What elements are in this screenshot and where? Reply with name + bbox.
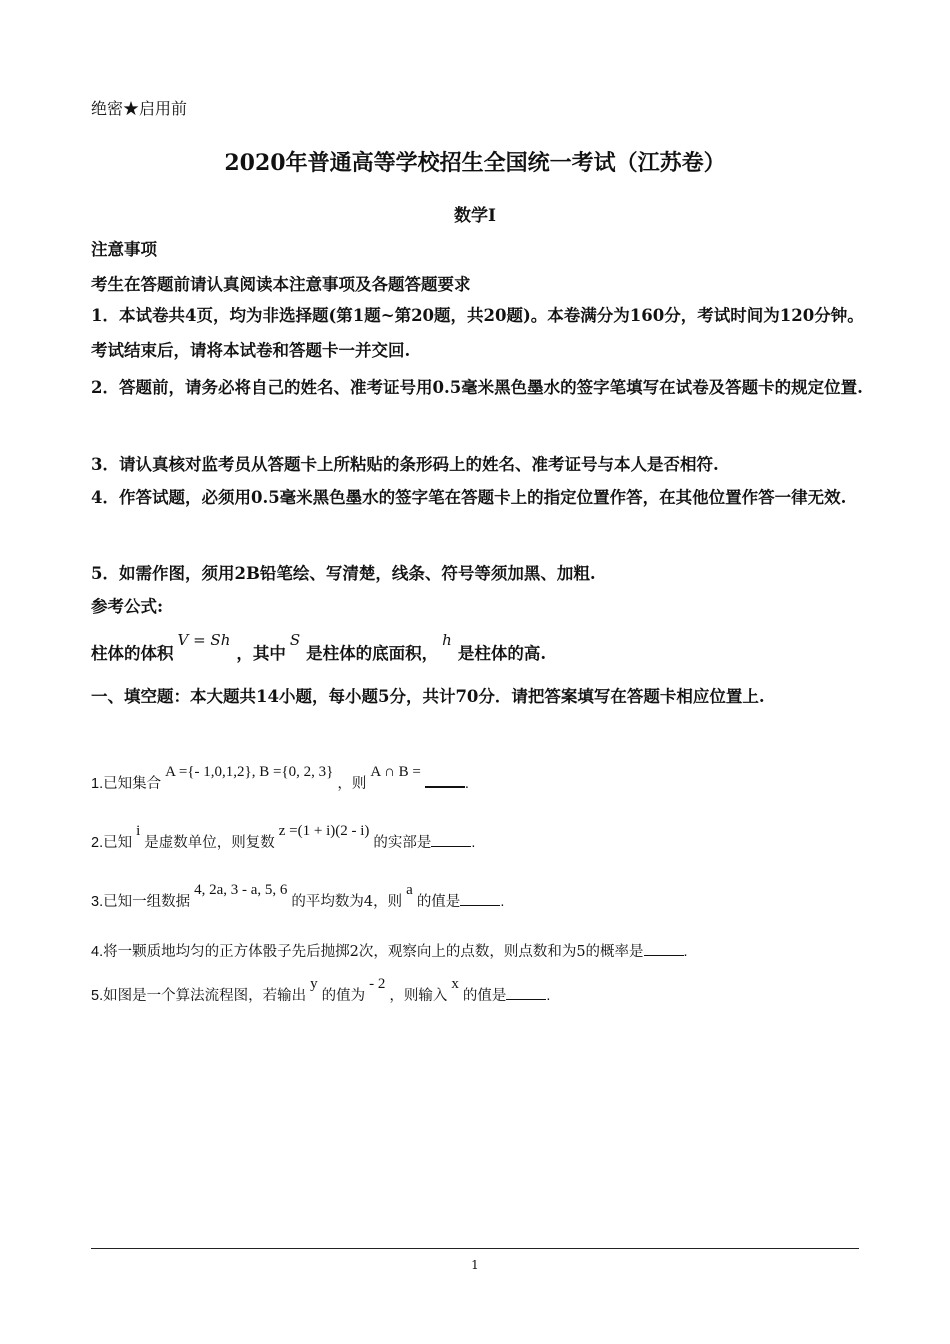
notes-subheading: 考生在答题前请认真阅读本注意事项及各题答题要求 (91, 275, 471, 294)
question-number: 2. (91, 835, 104, 851)
question-end: . (464, 776, 469, 792)
question-2 (91, 823, 476, 852)
question-text: 已知 (103, 835, 133, 851)
question-text: 的平均数为4，则 (291, 894, 403, 910)
answer-blank (431, 834, 471, 847)
note-item-5: 5．如需作图，须用2B铅笔绘、写清楚，线条、符号等须加黑、加粗. (91, 564, 596, 583)
note-item-2: 2．答题前，请务必将自己的姓名、准考证号用0.5毫米黑色墨水的签字笔填写在试卷及答题卡的规定位置. (91, 378, 863, 397)
question-text: 是虚数单位，则复数 (144, 835, 275, 851)
question-end: . (683, 944, 688, 960)
question-text: 如图是一个算法流程图，若输出 (103, 988, 307, 1004)
question-end: . (546, 988, 551, 1004)
note-item-4: 4．作答试题，必须用0.5毫米黑色墨水的签字笔在答题卡上的指定位置作答，在其他位置作答一律无效. (91, 488, 847, 507)
question-end: . (471, 835, 476, 851)
math-expression: 4, 2a, 3 - a, 5, 6 (194, 882, 288, 898)
confidential-label: 绝密★启用前 (91, 99, 188, 118)
answer-blank (425, 774, 465, 788)
answer-blank (644, 943, 684, 956)
math-expression: A ={- 1,0,1,2}, B ={0, 2, 3} (165, 764, 334, 780)
math-expression: z =(1 + i)(2 - i) (278, 823, 370, 839)
page-number: 1 (471, 1258, 479, 1272)
question-text: 的值是 (416, 894, 461, 910)
exam-title: 2020年普通高等学校招生全国统一考试（江苏卷） (224, 150, 726, 176)
volume-formula (91, 631, 547, 664)
formula-s-var: S (289, 631, 301, 649)
answer-blank (506, 987, 546, 1000)
question-end: . (500, 894, 505, 910)
math-expression: - 2 (369, 976, 386, 992)
question-text: ，则输入 (389, 988, 448, 1004)
note-item-3: 3．请认真核对监考员从答题卡上所粘贴的条形码上的姓名、准考证号与本人是否相符. (91, 455, 719, 474)
question-text: 已知一组数据 (103, 894, 191, 910)
question-4 (91, 940, 688, 961)
question-text: 的值为 (321, 988, 366, 1004)
math-expression: A ∩ B = (370, 764, 421, 780)
question-number: 3. (91, 894, 104, 910)
question-text: 已知集合 (103, 776, 162, 792)
question-5 (91, 976, 551, 1005)
question-number: 4. (91, 944, 104, 960)
question-text: ，则 (337, 776, 367, 792)
question-text: 将一颗质地均匀的正方体骰子先后抛掷2次，观察向上的点数，则点数和为5的概率是 (103, 944, 644, 960)
formula-mid1: ，其中 (236, 644, 286, 663)
math-expression: x (451, 976, 459, 992)
question-number: 5. (91, 988, 104, 1004)
question-text: 的值是 (462, 988, 507, 1004)
math-expression: i (136, 823, 141, 839)
question-1 (91, 764, 469, 793)
notes-heading: 注意事项 (91, 240, 157, 259)
question-3 (91, 882, 505, 911)
formula-v-expr: V = Sh (177, 631, 231, 649)
question-text: 的实部是 (373, 835, 432, 851)
formula-prefix: 柱体的体积 (91, 644, 174, 663)
formula-suffix: 是柱体的高. (457, 644, 547, 663)
math-expression: a (406, 882, 413, 898)
footer-divider (91, 1248, 859, 1249)
math-expression: y (310, 976, 318, 992)
section-1-heading: 一、填空题：本大题共14小题，每小题5分，共计70分．请把答案填写在答题卡相应位置上. (91, 687, 765, 706)
formula-mid2: 是柱体的底面积， (306, 644, 439, 663)
formula-h-var: h (442, 631, 452, 649)
question-number: 1. (91, 776, 104, 792)
answer-blank (460, 893, 500, 906)
formula-heading: 参考公式: (91, 597, 164, 616)
note-item-1: 1．本试卷共4页，均为非选择题(第1题~第20题，共20题)。本卷满分为160分，考试时间为120分钟。考试结束后，请将本试卷和答题卡一并交回. (91, 306, 864, 360)
subject-title: 数学Ⅰ (454, 206, 496, 226)
